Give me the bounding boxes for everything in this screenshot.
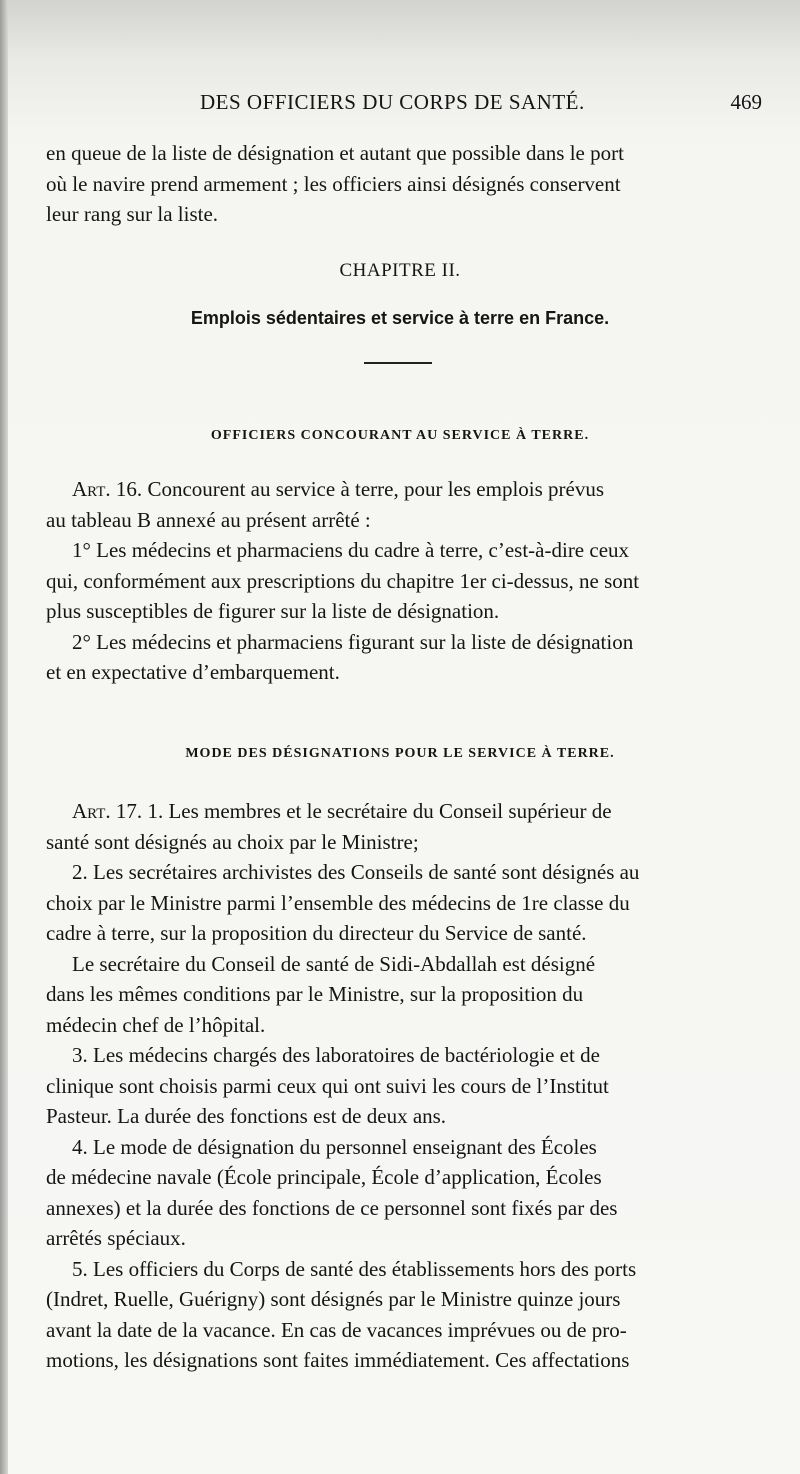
text-line: santé sont désignés au choix par le Ministre;	[46, 829, 419, 854]
text-line: qui, conformément aux prescriptions du chapitre 1er ci-dessus, ne sont	[46, 568, 640, 593]
text-line: choix par le Ministre parmi l’ensemble des médecins de 1re classe du	[46, 890, 630, 915]
text-line: au tableau B annexé au présent arrêté :	[46, 507, 371, 532]
text-line: où le navire prend armement ; les officiers ainsi désignés conservent	[46, 171, 621, 196]
article-label: Art. 16.	[72, 477, 143, 501]
page-header	[0, 90, 800, 120]
text-line: 4. Le mode de désignation du personnel enseignant des Écoles	[72, 1134, 597, 1159]
page-number: 469	[730, 90, 762, 114]
text-line: 3. Les médecins chargés des laboratoires de bactériologie et de	[72, 1043, 600, 1067]
text-line: en queue de la liste de désignation et autant que possible dans le port	[46, 141, 624, 165]
text-line: avant la date de la vacance. En cas de vacances imprévues ou de pro-	[46, 1317, 627, 1342]
text-line: Pasteur. La durée des fonctions est de deux ans.	[46, 1104, 447, 1128]
page-spine-shadow	[0, 0, 8, 1474]
running-title: DES OFFICIERS DU CORPS DE SANTÉ.	[200, 90, 585, 114]
text-line: leur rang sur la liste.	[46, 202, 219, 226]
article-text: 1. Les membres et le secrétaire du Conseil supérieur de	[147, 799, 612, 823]
chapter-title: CHAPITRE II.	[339, 260, 461, 281]
text-line: plus susceptibles de figurer sur la liste de désignation.	[46, 599, 500, 623]
article-label: Art. 17.	[72, 799, 143, 823]
text-line: 2. Les secrétaires archivistes des Conseils de santé sont désignés au	[72, 860, 640, 884]
text-line: motions, les désignations sont faites immédiatement. Ces affectations	[46, 1348, 630, 1372]
text-line: et en expectative d’embarquement.	[46, 660, 340, 684]
article-17	[46, 796, 758, 1376]
article-16	[46, 474, 758, 688]
text-line: 1° Les médecins et pharmaciens du cadre à terre, c’est-à-dire ceux	[72, 538, 630, 562]
text-line: de médecine navale (École principale, École d’application, Écoles	[46, 1165, 602, 1189]
chapter-subtitle: Emplois sédentaires et service à terre en France.	[190, 308, 610, 328]
intro-paragraph	[46, 138, 758, 230]
text-line: dans les mêmes conditions par le Ministre, sur la proposition du	[46, 982, 584, 1006]
section-divider	[364, 362, 432, 364]
text-line: arrêtés spéciaux.	[46, 1226, 186, 1250]
text-line: médecin chef de l’hôpital.	[46, 1012, 266, 1037]
text-line: clinique sont choisis parmi ceux qui ont suivi les cours de l’Institut	[46, 1073, 609, 1098]
article-text: Concourent au service à terre, pour les emplois prévus	[147, 477, 605, 501]
section-heading-mode: MODE DES DÉSIGNATIONS POUR LE SERVICE À TERRE.	[185, 746, 615, 761]
article-16-line	[46, 474, 758, 505]
text-line: Le secrétaire du Conseil de santé de Sidi-Abdallah est désigné	[72, 951, 596, 976]
text-line: (Indret, Ruelle, Guérigny) sont désignés par le Ministre quinze jours	[46, 1287, 621, 1311]
section-heading-officiers: OFFICIERS CONCOURANT AU SERVICE À TERRE.	[210, 428, 590, 443]
text-line: 5. Les officiers du Corps de santé des établissements hors des ports	[72, 1256, 637, 1281]
text-line: cadre à terre, sur la proposition du directeur du Service de santé.	[46, 921, 587, 945]
text-line: 2° Les médecins et pharmaciens figurant sur la liste de désignation	[72, 629, 634, 654]
text-line: annexes) et la durée des fonctions de ce personnel sont fixés par des	[46, 1195, 618, 1220]
article-17-line	[46, 796, 758, 827]
